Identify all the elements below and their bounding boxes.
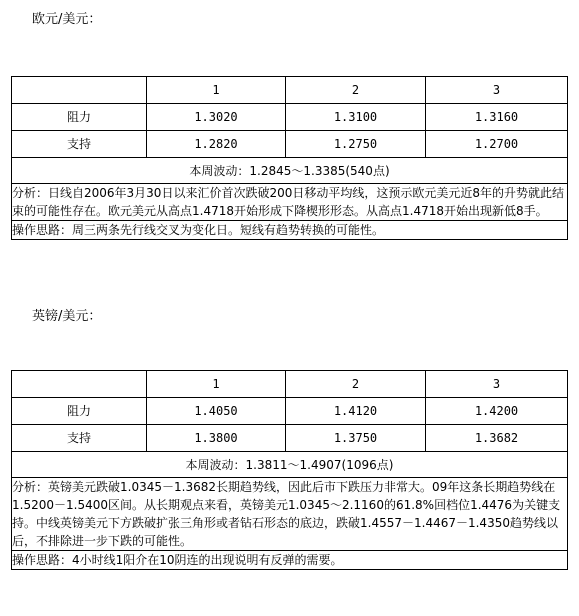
table-cell: 1.3750 — [286, 425, 426, 452]
support-row — [12, 131, 568, 158]
table-header-row — [12, 77, 568, 104]
strategy-row — [12, 221, 568, 240]
strategy-text: 操作思路：周三两条先行线交叉为变化日。短线有趋势转换的可能性。 — [12, 221, 568, 240]
table-cell: 1.4050 — [147, 398, 286, 425]
header-cell-empty — [12, 371, 147, 398]
analysis-text: 分析：英镑美元跌破1.0345－1.3682长期趋势线，因此后市下跌压力非常大。09年这条长期趋势线在1.5200－1.5400区间。从长期观点来看，英镑美元1.0345～2.1160的61.8%回档位1.4476为关键支持。中线英镑美元下方跌破扩张三角形或者钻石形态的底边，跌破1.4557－1.4467－1.4350趋势线以后，不排除进一步下跌的可能性。 — [12, 478, 568, 551]
table-cell: 1.2750 — [286, 131, 426, 158]
table-cell: 1.2700 — [426, 131, 568, 158]
header-cell-1: 1 — [147, 371, 286, 398]
table-cell: 1.4120 — [286, 398, 426, 425]
resistance-row — [12, 398, 568, 425]
row-label-support: 支持 — [12, 131, 147, 158]
header-cell-1: 1 — [147, 77, 286, 104]
strategy-row — [12, 551, 568, 570]
resistance-row — [12, 104, 568, 131]
analysis-text: 分析：日线自2006年3月30日以来汇价首次跌破200日移动平均线，这预示欧元美元近8年的升势就此结束的可能性存在。欧元美元从高点1.4718开始形成下降楔形形态。从高点1.4718开始出现新低8手。 — [12, 184, 568, 221]
weekly-range: 本周波动：1.3811～1.4907(1096点) — [12, 452, 568, 478]
analysis-row — [12, 184, 568, 221]
table-cell: 1.3160 — [426, 104, 568, 131]
support-row — [12, 425, 568, 452]
header-cell-2: 2 — [286, 371, 426, 398]
row-label-resistance: 阻力 — [12, 398, 147, 425]
table-cell: 1.4200 — [426, 398, 568, 425]
weekly-range-row — [12, 452, 568, 478]
row-label-resistance: 阻力 — [12, 104, 147, 131]
table-cell: 1.3682 — [426, 425, 568, 452]
table-cell: 1.3020 — [147, 104, 286, 131]
weekly-range-row — [12, 158, 568, 184]
eurusd-table — [11, 76, 568, 240]
table-cell: 1.2820 — [147, 131, 286, 158]
table-cell: 1.3100 — [286, 104, 426, 131]
header-cell-3: 3 — [426, 77, 568, 104]
analysis-row — [12, 478, 568, 551]
strategy-text: 操作思路：4小时线1阳介在10阴连的出现说明有反弹的需要。 — [12, 551, 568, 570]
gbpusd-table — [11, 370, 568, 570]
weekly-range: 本周波动：1.2845～1.3385(540点) — [12, 158, 568, 184]
header-cell-2: 2 — [286, 77, 426, 104]
eurusd-heading: 欧元/美元： — [32, 12, 102, 27]
header-cell-3: 3 — [426, 371, 568, 398]
table-header-row — [12, 371, 568, 398]
gbpusd-heading: 英镑/美元： — [32, 309, 102, 324]
row-label-support: 支持 — [12, 425, 147, 452]
table-cell: 1.3800 — [147, 425, 286, 452]
header-cell-empty — [12, 77, 147, 104]
